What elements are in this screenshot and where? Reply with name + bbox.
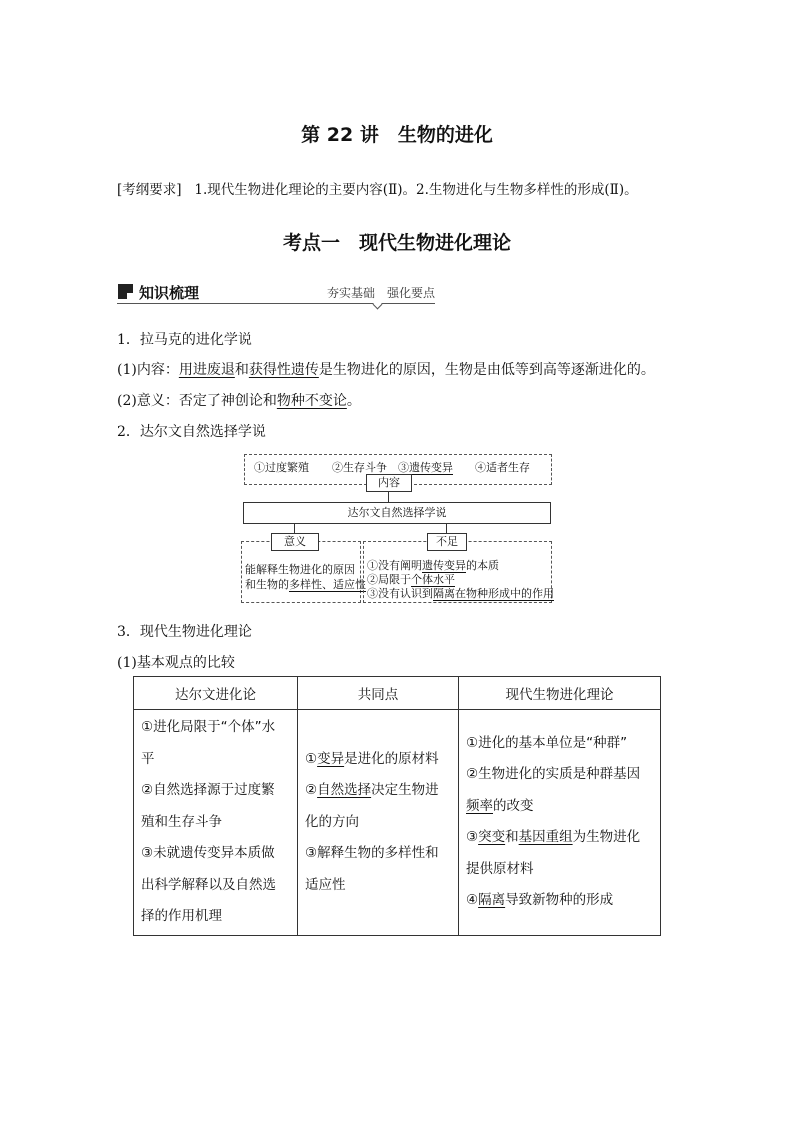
meaning-line2u: 多样性、适应性 — [289, 578, 366, 591]
table-header: 共同点 — [298, 677, 459, 710]
modern-l6-u: 隔离 — [478, 892, 506, 909]
s1-content-prefix: (1)内容： — [117, 362, 179, 378]
lack-label: 不足 — [427, 533, 467, 551]
center-label: 达尔文自然选择学说 — [243, 502, 551, 524]
darwin-line: 出科学解释以及自然选 — [141, 876, 276, 893]
modern-l6-post: 导致新物种的形成 — [505, 892, 614, 909]
common-line: 化的方向 — [305, 813, 359, 830]
modern-l4-u2: 基因重组 — [518, 829, 573, 846]
lack-item-3 — [367, 585, 554, 601]
s1-content-rest: 是生物进化的原因，生物是由低等到高等逐渐进化的。 — [318, 362, 655, 378]
s1-content-u1: 用进废退 — [178, 362, 235, 378]
common-l1-u: 变异 — [317, 750, 345, 767]
common-line — [305, 744, 451, 776]
lack-item-2-pre: ②局限于 — [367, 573, 411, 586]
top-item-1: ①过度繁殖 — [254, 461, 309, 474]
section-square-icon — [118, 284, 133, 299]
modern-line: 提供原材料 — [466, 860, 534, 877]
lack-item-3-pre: ③没有认识到 — [367, 587, 433, 600]
common-l1-post: 是进化的原材料 — [344, 750, 439, 767]
modern-l3-u: 频率 — [466, 797, 493, 814]
common-line: 适应性 — [305, 876, 346, 893]
comparison-table — [133, 676, 661, 936]
modern-line — [466, 885, 653, 917]
table-header: 达尔文进化论 — [134, 677, 298, 710]
s1-meaning-end: 。 — [346, 393, 361, 409]
table-row — [134, 710, 661, 936]
common-l2-u: 自然选择 — [317, 782, 372, 798]
meaning-label: 意义 — [271, 533, 319, 551]
s3-sub: (1)基本观点的比较 — [117, 655, 235, 671]
common-l2-post: 决定生物进 — [371, 782, 439, 798]
s1-meaning — [117, 390, 361, 410]
meaning-line2a: 和生物的 — [245, 578, 289, 591]
darwin-line: ③未就遗传变异本质做 — [141, 845, 275, 861]
s1-content-and: 和 — [234, 362, 249, 378]
darwin-line: 择的作用机理 — [141, 908, 222, 924]
section-label: 知识梳理 — [139, 284, 200, 302]
modern-l3-post: 的改变 — [493, 797, 534, 814]
section-header — [117, 282, 435, 304]
section-rule — [117, 303, 435, 304]
table-header-row — [134, 677, 661, 710]
modern-l4-u1: 突变 — [478, 829, 506, 846]
section-subtitle: 夯实基础 强化要点 — [327, 286, 436, 300]
kaodian-heading: 考点一 现代生物进化理论 — [282, 232, 511, 254]
s1-meaning-u1: 物种不变论 — [276, 393, 347, 409]
common-l1-pre: ① — [305, 750, 318, 767]
common-l2-pre: ② — [305, 782, 318, 798]
top-item-3-u: 遗传变异 — [409, 461, 453, 474]
lack-item-1-post: 的本质 — [466, 559, 499, 572]
requirement-tag: [考纲要求] — [117, 182, 182, 198]
modern-line: ②生物进化的实质是种群基因 — [466, 766, 641, 783]
modern-line — [466, 791, 653, 823]
requirement-text: 1.现代生物进化理论的主要内容(Ⅱ)。2.生物进化与生物多样性的形成(Ⅱ)。 — [194, 182, 638, 198]
darwin-line: 殖和生存斗争 — [141, 813, 222, 830]
top-item-2: ②生存斗争 — [332, 461, 387, 474]
common-line: ③解释生物的多样性和 — [305, 845, 439, 861]
lack-item-1-pre: ①没有阐明 — [367, 559, 422, 572]
darwin-line: ①进化局限于“个体”水 — [141, 719, 276, 735]
top-item-3 — [398, 459, 453, 475]
meaning-connector — [294, 523, 295, 533]
common-cell — [298, 710, 459, 936]
common-line — [305, 775, 451, 807]
s1-content — [117, 359, 655, 379]
content-connector — [388, 491, 389, 502]
darwin-cell — [134, 710, 298, 936]
s2-heading: 2．达尔文自然选择学说 — [117, 424, 266, 440]
top-item-3-pre: ③ — [398, 461, 409, 474]
modern-line — [466, 822, 653, 854]
s3-heading: 3．现代生物进化理论 — [117, 624, 252, 640]
meaning-line1: 能解释生物进化的原因 — [245, 563, 355, 576]
lack-item-1-u: 遗传变异 — [422, 559, 466, 572]
modern-l4-post: 为生物进化 — [572, 829, 641, 846]
modern-cell — [459, 710, 661, 936]
top-item-4: ④适者生存 — [475, 461, 530, 474]
s1-content-u2: 获得性遗传 — [248, 362, 319, 378]
table-header: 现代生物进化理论 — [459, 677, 661, 710]
darwin-line: 平 — [141, 750, 155, 767]
modern-l4-pre: ③ — [466, 829, 479, 846]
modern-l4-mid: 和 — [505, 829, 519, 846]
lack-connector — [446, 523, 447, 533]
modern-l6-pre: ④ — [466, 892, 479, 909]
content-label: 内容 — [366, 474, 412, 492]
section-notch — [373, 300, 383, 310]
lack-item-3-u: 隔离在物种形成中的作用 — [433, 587, 554, 600]
page-title: 第 22 讲 生物的进化 — [301, 124, 493, 146]
meaning-line2 — [245, 576, 366, 592]
s1-heading: 1．拉马克的进化学说 — [117, 332, 252, 348]
darwin-line: ②自然选择源于过度繁 — [141, 782, 275, 798]
exam-requirement — [117, 178, 638, 198]
modern-line: ①进化的基本单位是“种群” — [466, 734, 628, 751]
lack-item-2-u: 个体水平 — [411, 573, 455, 586]
s1-meaning-prefix: (2)意义：否定了神创论和 — [117, 393, 277, 409]
